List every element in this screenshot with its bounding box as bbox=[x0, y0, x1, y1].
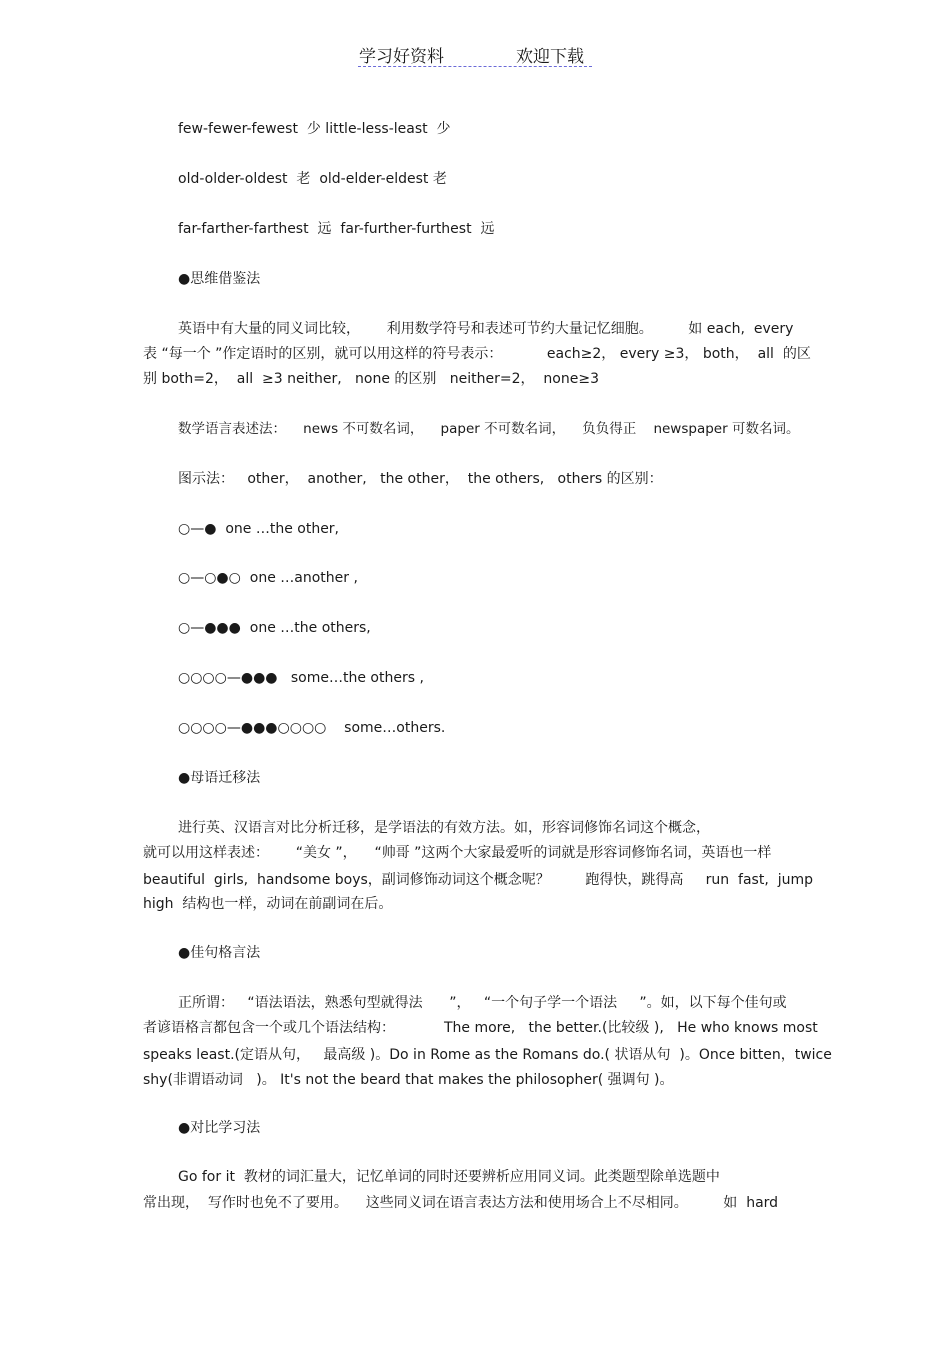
paragraph-line: 进行英、汉语言对比分析迁移，是学语法的有效方法。如，形容词修饰名词这个概念， bbox=[178, 820, 710, 836]
diagram-line: ○—○●○ one …another , bbox=[178, 570, 358, 586]
paragraph-line: 者谚语格言都包含一个或几个语法结构： The more, the better.(比较级 ), He who knows most bbox=[143, 1020, 818, 1036]
paragraph-line: shy(非谓语动词 )。 It's not the beard that makes the philosopher( 强调句 )。 bbox=[143, 1072, 674, 1088]
paragraph-line: 就可以用这样表述： “美女 ”， “帅哥 ”这两个大家最爱听的词就是形容词修饰名词，英语也一样 bbox=[143, 845, 772, 861]
paragraph-line: 别 both=2， all ≥3 neither, none 的区别 neither=2， none≥3 bbox=[143, 371, 599, 387]
math-language-line: 数学语言表述法： news 不可数名词， paper 不可数名词， 负负得正 newspaper 可数名词。 bbox=[178, 421, 800, 437]
paragraph-line: 常出现， 写作时也免不了要用。 这些同义词在语言表达方法和使用场合上不尽相同。 如 hard bbox=[143, 1195, 779, 1211]
header-right-text: 欢迎下载 bbox=[516, 47, 584, 67]
comparative-line-far: far-farther-farthest 远 far-further-furthest 远 bbox=[178, 221, 495, 237]
diagram-line: ○—● one …the other, bbox=[178, 521, 340, 537]
section-heading-mother-tongue: ●母语迁移法 bbox=[178, 770, 261, 786]
diagram-method-line: 图示法： other， another, the other， the others, others 的区别： bbox=[178, 471, 663, 487]
paragraph-line: Go for it 教材的词汇量大，记忆单词的同时还要辨析应用同义词。此类题型除单选题中 bbox=[178, 1169, 720, 1185]
comparative-line-old: old-older-oldest 老 old-elder-eldest 老 bbox=[178, 171, 447, 187]
paragraph-line: beautiful girls, handsome boys，副词修饰动词这个概念呢？ 跑得快，跳得高 run fast, jump bbox=[143, 872, 813, 888]
page-header bbox=[358, 40, 592, 67]
header-left-text: 学习好资料 bbox=[359, 47, 444, 67]
diagram-line: ○○○○—●●●○○○○ some…others. bbox=[178, 720, 446, 736]
paragraph-line: 英语中有大量的同义词比较， 利用数学符号和表述可节约大量记忆细胞。 如 each, every bbox=[178, 321, 794, 337]
section-heading-thinking: ●思维借鉴法 bbox=[178, 271, 261, 287]
comparative-line-few: few-fewer-fewest 少 little-less-least 少 bbox=[178, 121, 451, 137]
diagram-line: ○—●●● one …the others, bbox=[178, 620, 371, 636]
paragraph-line: speaks least.(定语从句， 最高级 )。Do in Rome as the Romans do.( 状语从句 )。Once bitten，twice bbox=[143, 1047, 832, 1063]
section-heading-quotes: ●佳句格言法 bbox=[178, 945, 261, 961]
section-heading-contrast: ●对比学习法 bbox=[178, 1120, 261, 1136]
paragraph-line: high 结构也一样，动词在前副词在后。 bbox=[143, 896, 393, 912]
paragraph-line: 正所谓： “语法语法，熟悉句型就得法 ”， “一个句子学一个语法 ”。如，以下每个佳句或 bbox=[178, 995, 787, 1011]
paragraph-line: 表 “每一个 ”作定语时的区别，就可以用这样的符号表示： each≥2， every ≥3， both， all 的区 bbox=[143, 346, 811, 362]
diagram-line: ○○○○—●●● some…the others , bbox=[178, 670, 424, 686]
